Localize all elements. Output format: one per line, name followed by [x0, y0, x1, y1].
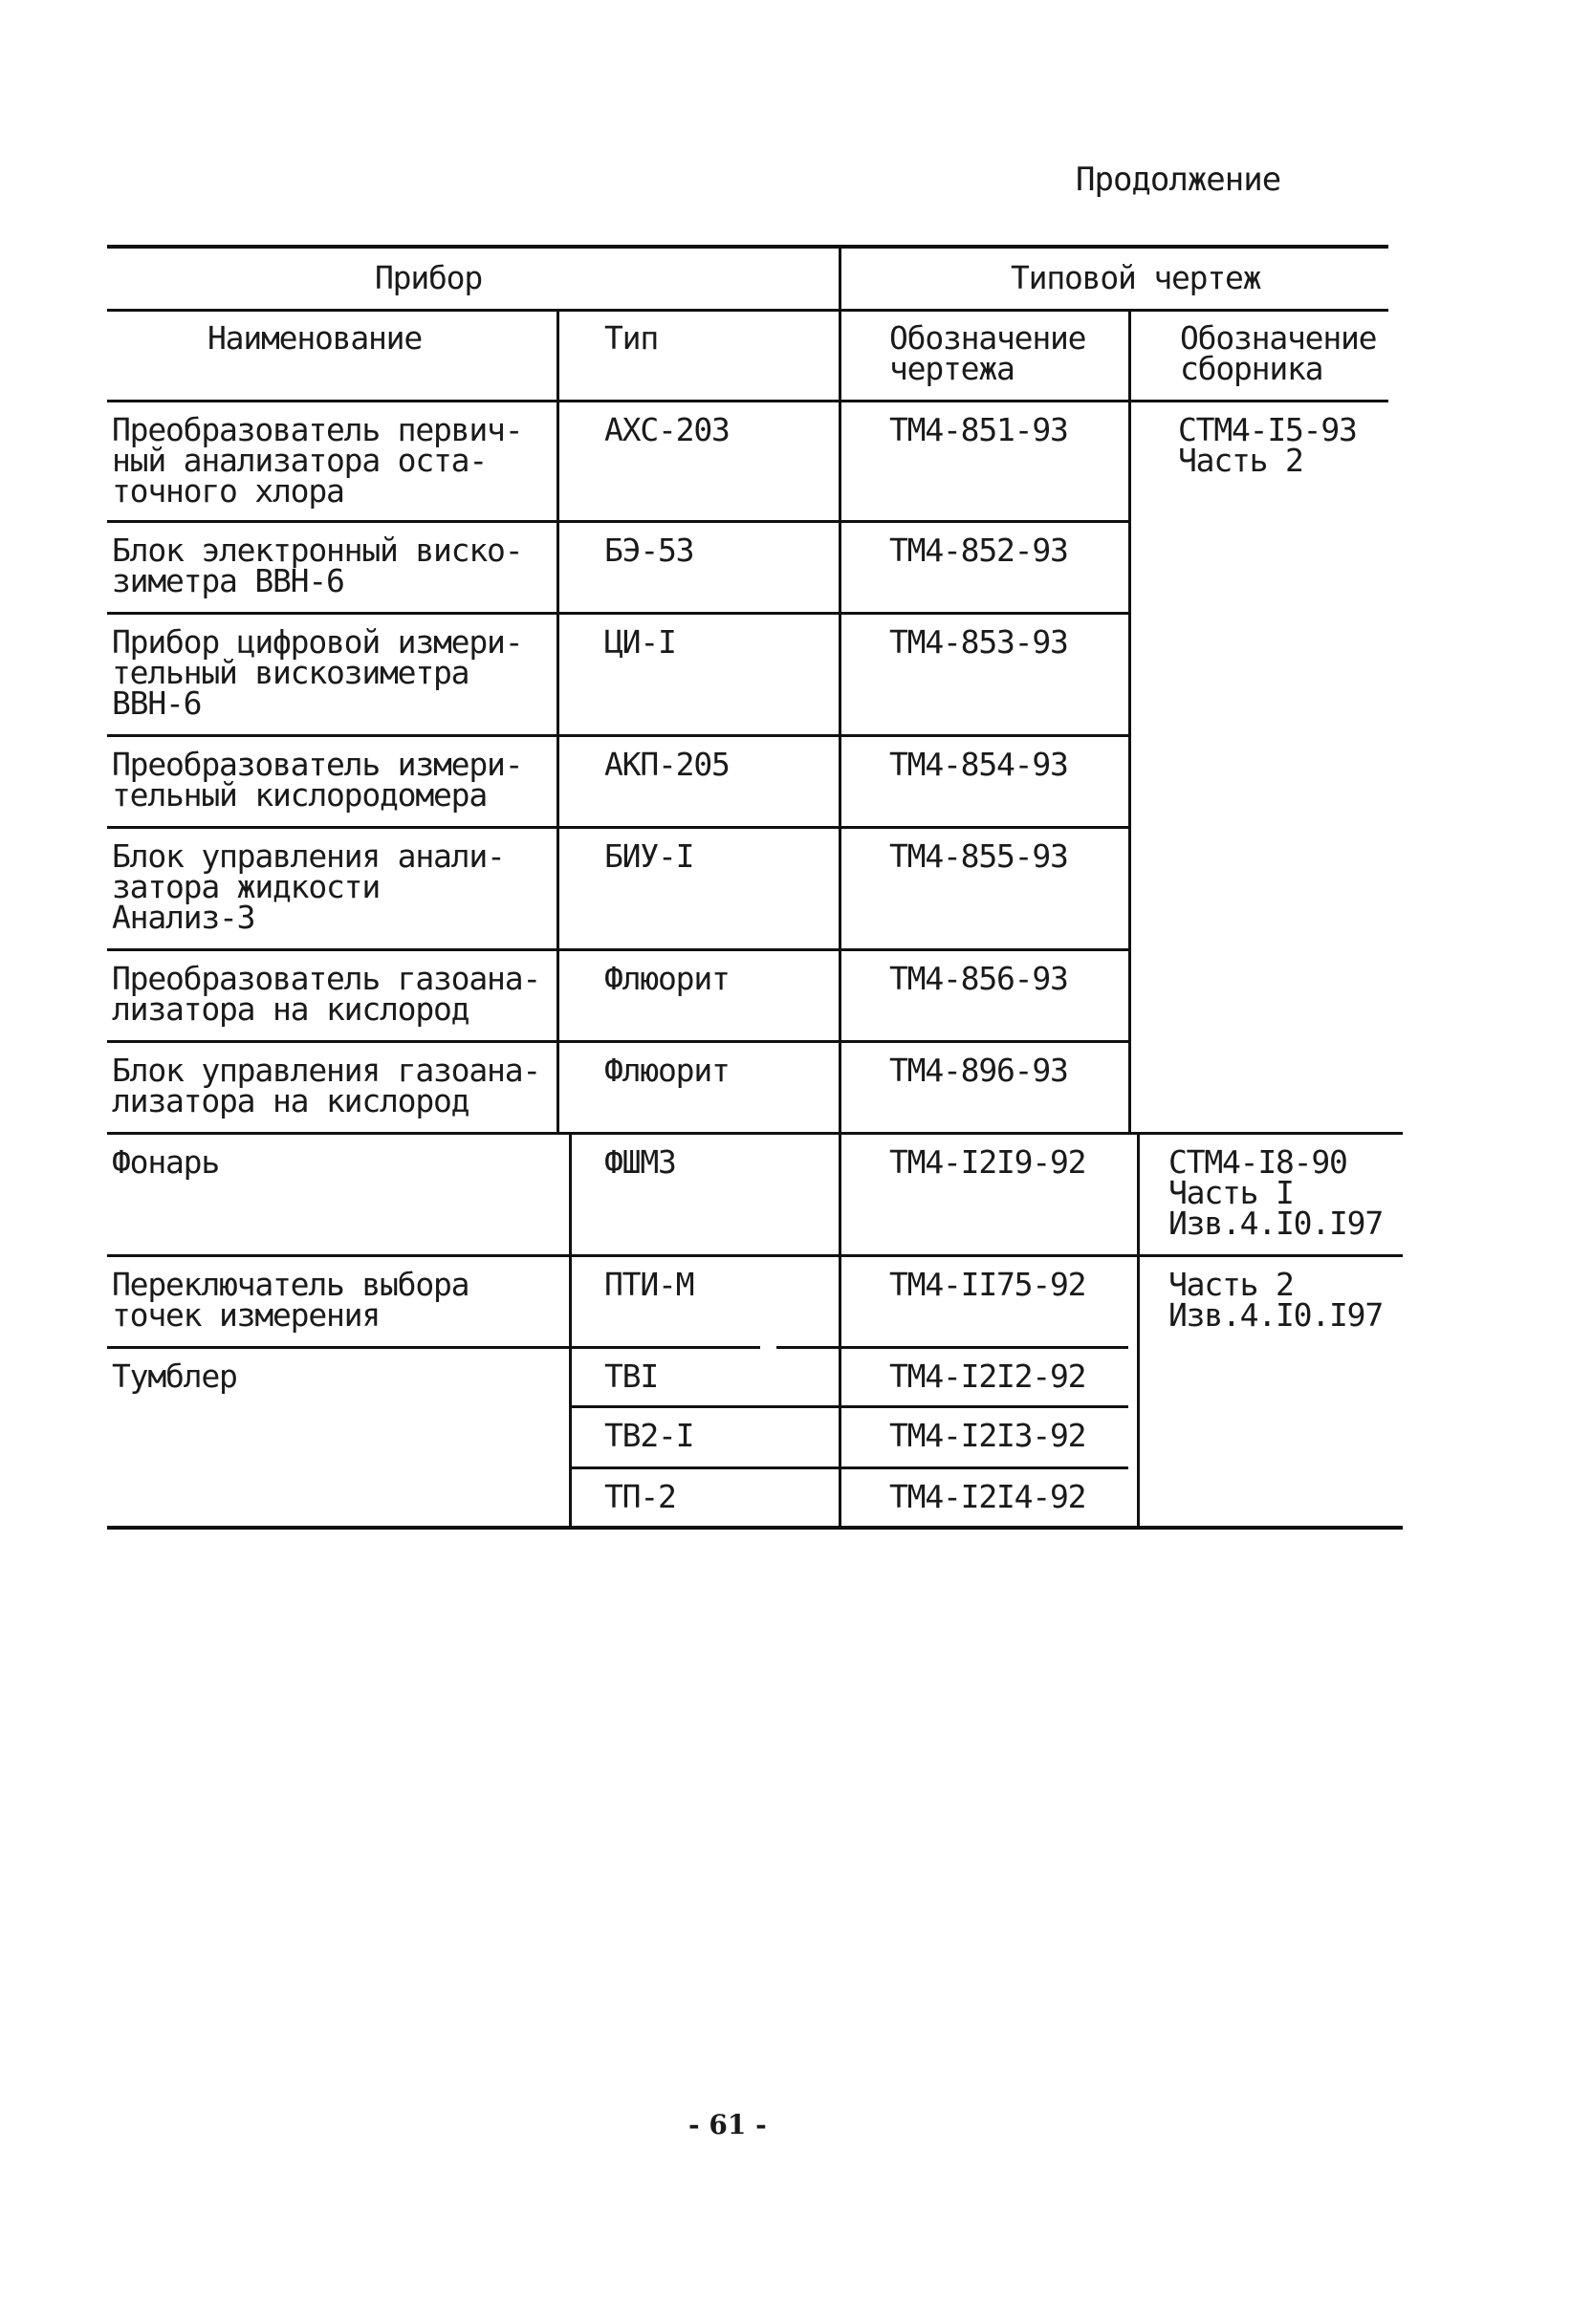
table-bottom-rule: [107, 1526, 1403, 1530]
type-column-divider: [569, 1132, 572, 1528]
table-row-type: АХС-203: [604, 411, 730, 448]
table-row-name: Преобразователь измери- тельный кислородомера: [112, 746, 523, 814]
table-row-name: Блок электронный виско- зиметра ВВН-6: [112, 532, 523, 599]
table-row-type: ТВ2-I: [604, 1417, 694, 1454]
header-drawing-id: Обозначение чертежа: [889, 319, 1086, 387]
header-name: Наименование: [207, 319, 423, 357]
header-type: Тип: [604, 319, 659, 357]
collection-cell: СТМ4-I8-90 Часть I Изв.4.I0.I97: [1168, 1143, 1384, 1242]
row-rule: [107, 734, 1128, 737]
type-column-divider: [556, 309, 559, 1132]
table-row-drawing: ТМ4-I2I4-92: [889, 1478, 1086, 1515]
table-row-drawing: ТМ4-853-93: [889, 623, 1068, 661]
table-row-type: ПТИ-М: [604, 1266, 694, 1303]
page-number: - 61 -: [688, 2109, 767, 2140]
row-rule: [107, 948, 1128, 951]
row-rule: [107, 1346, 760, 1349]
table-top-rule: [107, 245, 1388, 249]
table-row-name: Прибор цифровой измери- тельный вискозиметра ВВН-6: [112, 623, 523, 722]
table-row-type: БЭ-53: [604, 532, 694, 569]
row-rule: [107, 520, 1128, 523]
table-row-drawing: ТМ4-II75-92: [889, 1266, 1086, 1303]
equipment-table: [107, 237, 1408, 1547]
continuation-label: Продолжение: [1076, 161, 1281, 199]
table-row-name: Блок управления газоана- лизатора на кислород: [112, 1052, 541, 1119]
group-divider: [839, 245, 841, 1528]
table-row-drawing: ТМ4-855-93: [889, 837, 1068, 875]
table-row-drawing: ТМ4-852-93: [889, 532, 1068, 569]
table-row-drawing: ТМ4-856-93: [889, 960, 1068, 997]
table-row-type: ЦИ-I: [604, 623, 676, 661]
header-typical-drawing: Типовой чертеж: [1011, 259, 1261, 296]
subrow-rule: [569, 1466, 1128, 1469]
table-row-name: Преобразователь газоана- лизатора на кислород: [112, 960, 541, 1028]
table-row-drawing: ТМ4-896-93: [889, 1052, 1068, 1089]
table-row-name: Преобразователь первич- ный анализатора оста- точного хлора: [112, 411, 523, 510]
table-row-type: ТП-2: [604, 1478, 676, 1515]
subrow-rule: [569, 1405, 1128, 1408]
table-row-name: Фонарь: [112, 1143, 220, 1181]
row-rule: [107, 1132, 1403, 1135]
collection-cell: Часть 2 Изв.4.I0.I97: [1168, 1266, 1384, 1334]
table-row-type: АКП-205: [604, 746, 730, 783]
table-row-type: ФШМЗ: [604, 1143, 676, 1181]
table-row-name: Переключатель выбора точек измерения: [112, 1266, 469, 1334]
header-collection-id: Обозначение сборника: [1180, 319, 1377, 387]
header-rule-2: [107, 400, 1388, 402]
table-row-type: Флюорит: [604, 960, 730, 997]
table-row-name: Блок управления анали- затора жидкости Анализ-3: [112, 837, 505, 936]
table-row-drawing: ТМ4-I2I3-92: [889, 1417, 1086, 1454]
collection-cell: СТМ4-I5-93 Часть 2: [1178, 411, 1357, 479]
row-rule: [107, 612, 1128, 615]
table-row-drawing: ТМ4-I2I9-92: [889, 1143, 1086, 1181]
row-rule: [107, 1040, 1128, 1043]
collection-column-divider: [1128, 309, 1131, 1132]
row-rule: [776, 1346, 1128, 1349]
header-device: Прибор: [375, 259, 483, 296]
table-row-type: БИУ-I: [604, 837, 694, 875]
collection-column-divider: [1137, 1132, 1140, 1528]
header-rule-1: [107, 309, 1388, 312]
table-row-type: Флюорит: [604, 1052, 730, 1089]
table-row-drawing: ТМ4-I2I2-92: [889, 1357, 1086, 1395]
table-row-name: Тумблер: [112, 1357, 237, 1395]
row-rule: [107, 1254, 1403, 1257]
table-row-type: ТВI: [604, 1357, 659, 1395]
table-row-drawing: ТМ4-854-93: [889, 746, 1068, 783]
row-rule: [107, 826, 1128, 829]
table-row-drawing: ТМ4-851-93: [889, 411, 1068, 448]
